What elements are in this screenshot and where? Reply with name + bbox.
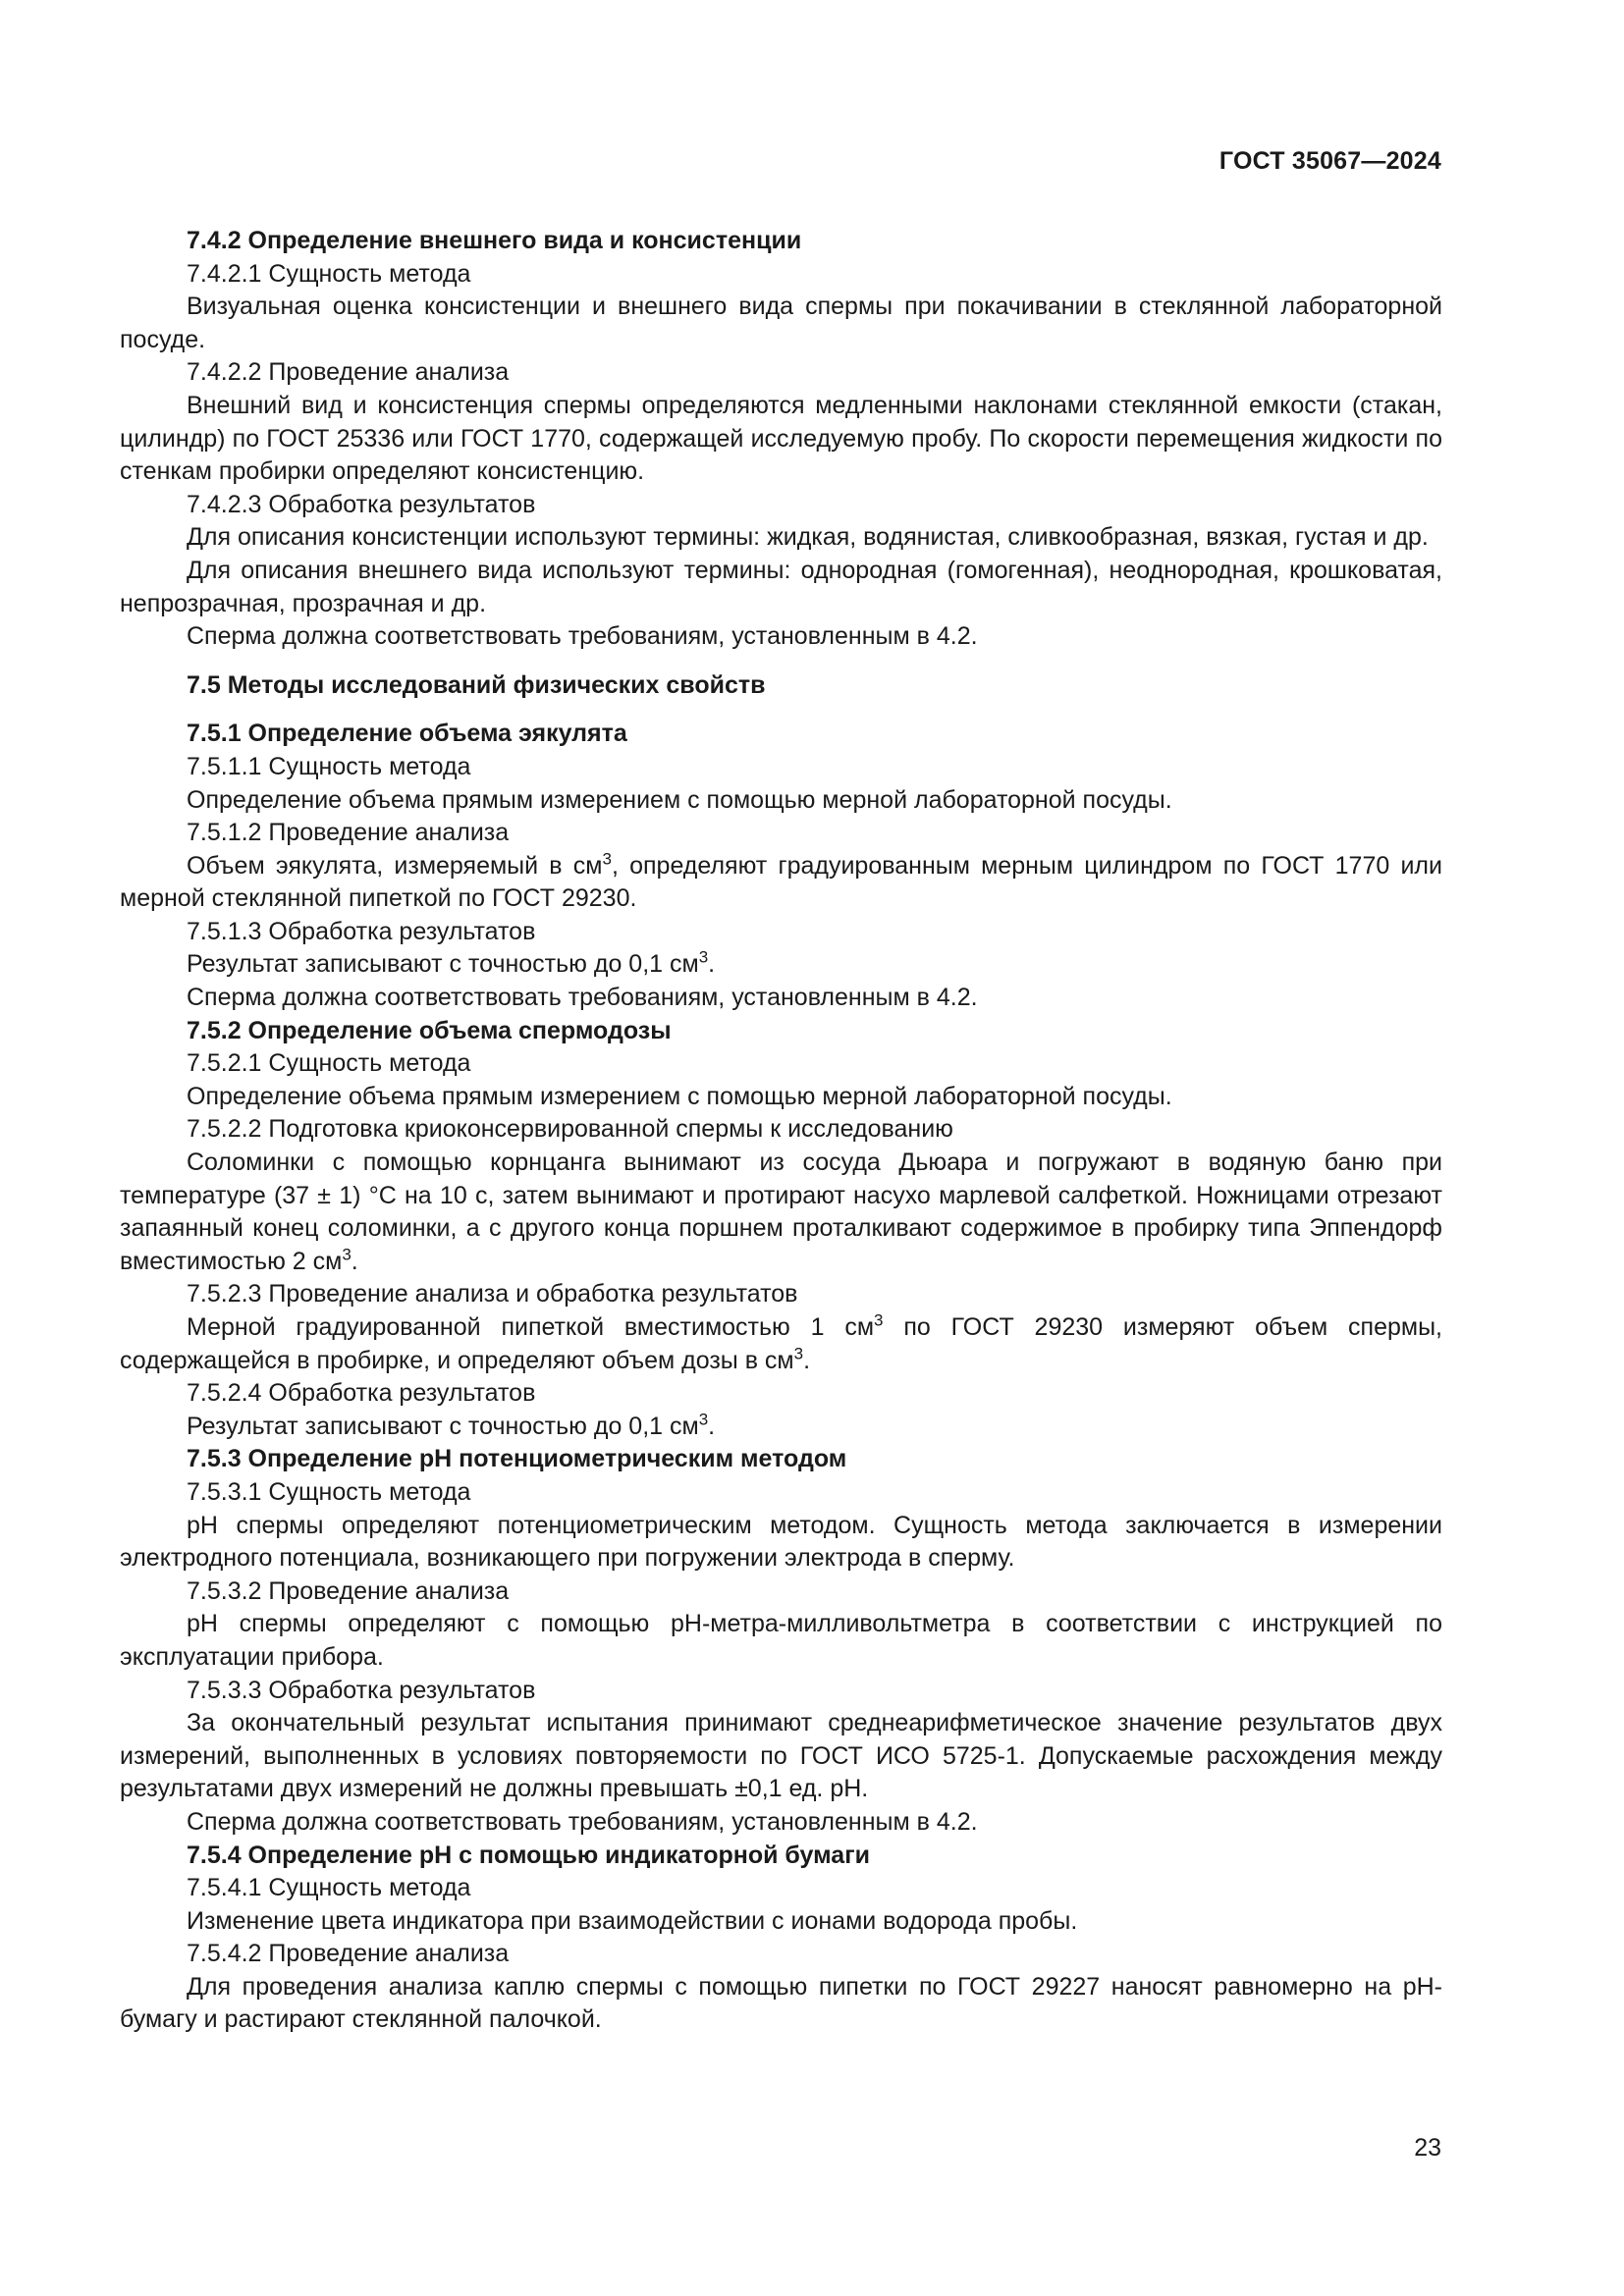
paragraph: Для проведения анализа каплю спермы с помощью пипетки по ГОСТ 29227 наносят равномерно на pH-бумагу и растирают стеклянной палочкой.: [120, 1972, 1442, 2034]
section-heading-7-4-2: 7.4.2 Определение внешнего вида и консистенции: [187, 227, 802, 254]
paragraph: pH спермы определяют потенциометрическим методом. Сущность метода заключается в измерении электродного потенциала, возникающего при погружении электрода в сперму.: [120, 1511, 1442, 1573]
text-run: .: [708, 950, 716, 979]
superscript: 3: [342, 1245, 352, 1264]
subsection-heading: 7.5.4.1 Сущность метода: [187, 1874, 471, 1902]
text-run: Мерной градуированной пипеткой вместимостью 1 см: [187, 1313, 875, 1341]
paragraph: Для описания консистенции используют термины: жидкая, водянистая, сливкообразная, вязкая, густая и др.: [187, 523, 1429, 552]
paragraph: [120, 948, 1442, 982]
paragraph: [120, 1311, 1442, 1377]
paragraph: [120, 1147, 1442, 1278]
paragraph: pH спермы определяют с помощью pH-метра-милливольтметра в соответствии с инструкцией по эксплуатации прибора.: [120, 1610, 1442, 1671]
subsection-heading: 7.4.2.2 Проведение анализа: [187, 358, 510, 387]
section-heading-7-5-3: 7.5.3 Определение pH потенциометрическим методом: [187, 1445, 847, 1473]
text-run: , определяют градуированным мерным цилиндром по ГОСТ 1770 или мерной стеклянной пипеткой по ГОСТ 29230.: [120, 851, 1442, 913]
paragraph: Сперма должна соответствовать требованиям, установленным в 4.2.: [187, 1807, 978, 1836]
superscript: 3: [698, 1410, 709, 1429]
text-run: Соломинки с помощью корнцанга вынимают из сосуда Дьюара и погружают в водяную баню при температуре (37 ± 1) °С на 10 с, затем вынимают и протирают насухо марлевой салфеткой. Ножницами отрезают запаянный конец соломинки, а с другого конца поршнем проталкивают содержимое в пробирку типа Эппендорф вместимостью 2 см: [120, 1148, 1442, 1275]
subsection-heading: 7.5.4.2 Проведение анализа: [187, 1940, 510, 1968]
subsection-heading: 7.5.1.3 Обработка результатов: [187, 917, 536, 945]
text-run: Результат записывают с точностью до 0,1 см: [187, 1412, 699, 1440]
subsection-heading: 7.5.2.1 Сущность метода: [187, 1049, 471, 1078]
paragraph: Сперма должна соответствовать требованиям, установленным в 4.2.: [187, 984, 978, 1012]
document-header: ГОСТ 35067—2024: [1218, 147, 1441, 175]
text-run: Результат записывают с точностью до 0,1 см: [187, 950, 699, 979]
subsection-heading: 7.5.3.2 Проведение анализа: [187, 1576, 510, 1605]
paragraph: Определение объема прямым измерением с помощью мерной лабораторной посуды.: [187, 785, 1172, 814]
subsection-heading: 7.5.2.3 Проведение анализа и обработка результатов: [187, 1280, 798, 1308]
paragraph: Изменение цвета индикатора при взаимодействии с ионами водорода пробы.: [187, 1906, 1078, 1935]
subsection-heading: 7.5.3.1 Сущность метода: [187, 1477, 471, 1506]
subsection-heading: 7.4.2.1 Сущность метода: [187, 259, 471, 288]
paragraph: За окончательный результат испытания принимают среднеарифметическое значение результатов двух измерений, выполненных в условиях повторяемости по ГОСТ ИСО 5725-1. Допускаемые расхождения между результатами двух измерений не должны превышать ±0,1 ед. pH.: [120, 1709, 1442, 1803]
paragraph: [120, 1411, 1442, 1444]
section-heading-7-5-2: 7.5.2 Определение объема спермодозы: [187, 1016, 672, 1044]
subsection-heading: 7.5.3.3 Обработка результатов: [187, 1676, 536, 1704]
section-heading-7-5-4: 7.5.4 Определение pH с помощью индикаторной бумаги: [187, 1841, 870, 1869]
text-run: .: [708, 1412, 716, 1440]
superscript: 3: [793, 1344, 804, 1363]
section-heading-7-5: 7.5 Методы исследований физических свойств: [187, 670, 766, 699]
paragraph: Внешний вид и консистенция спермы определяются медленными наклонами стеклянной емкости (стакан, цилиндр) по ГОСТ 25336 или ГОСТ 1770, содержащей исследуемую пробу. По скорости перемещения жидкости по стенкам пробирки определяют консистенцию.: [120, 391, 1442, 486]
superscript: 3: [698, 948, 709, 968]
section-heading-7-5-1: 7.5.1 Определение объема эякулята: [187, 720, 627, 748]
paragraph: Определение объема прямым измерением с помощью мерной лабораторной посуды.: [187, 1082, 1172, 1110]
text-run: .: [803, 1346, 811, 1374]
text-run: по ГОСТ 29230 измеряют объем спермы, содержащейся в пробирке, и определяют объем дозы в см: [120, 1313, 1442, 1374]
subsection-heading: 7.5.1.2 Проведение анализа: [187, 819, 510, 847]
subsection-heading: 7.5.2.4 Обработка результатов: [187, 1379, 536, 1408]
superscript: 3: [874, 1310, 884, 1330]
paragraph: Сперма должна соответствовать требованиям, установленным в 4.2.: [187, 622, 978, 651]
text-run: .: [351, 1247, 358, 1275]
paragraph: [120, 850, 1442, 916]
text-run: Объем эякулята, измеряемый в см: [187, 851, 603, 880]
document-body: [120, 225, 1442, 2037]
page-number: 23: [1414, 2134, 1441, 2162]
superscript: 3: [602, 849, 612, 869]
subsection-heading: 7.5.1.1 Сущность метода: [187, 752, 471, 780]
subsection-heading: 7.4.2.3 Обработка результатов: [187, 490, 536, 518]
paragraph: Для описания внешнего вида используют термины: однородная (гомогенная), неоднородная, крошковатая, непрозрачная, прозрачная и др.: [120, 556, 1442, 617]
subsection-heading: 7.5.2.2 Подготовка криоконсервированной спермы к исследованию: [187, 1115, 953, 1144]
paragraph: Визуальная оценка консистенции и внешнего вида спермы при покачивании в стеклянной лабораторной посуде.: [120, 293, 1442, 353]
